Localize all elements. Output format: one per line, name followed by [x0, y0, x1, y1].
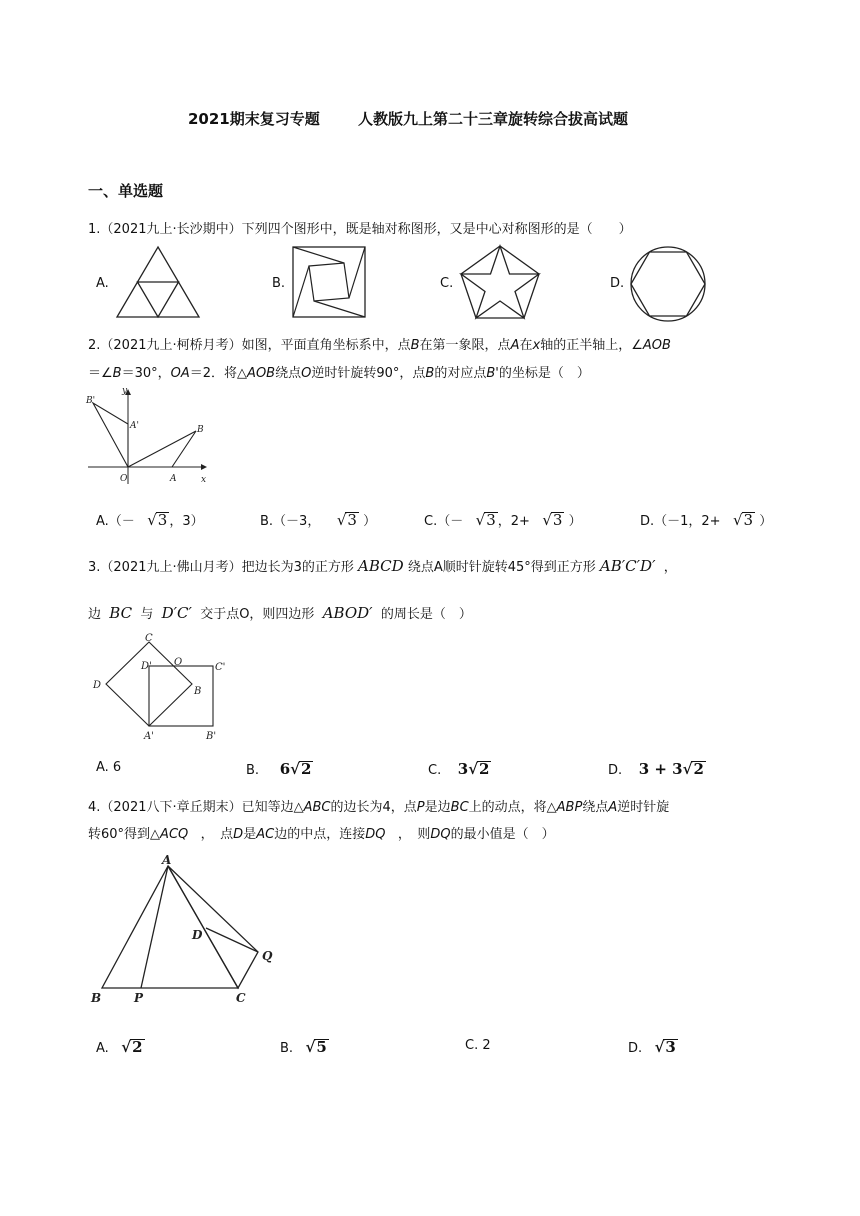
- q4-line1: 4.（2021八下·章丘期末）已知等边△ABC的边长为4，点P是边BC上的动点，将△ABP绕点A逆时针旋: [88, 800, 670, 815]
- q4-label-q: Q: [262, 949, 273, 963]
- q2-line2: ＝∠B＝30°，OA＝2．将△AOB绕点O逆时针旋转90°，点B的对应点B'的坐标是（ ）: [88, 366, 590, 381]
- q1-option-b[interactable]: B.: [272, 276, 286, 291]
- q2-label-x: x: [201, 475, 207, 485]
- q3-figure-rotated-squares: [86, 628, 236, 744]
- q2-line1: 2.（2021九上·柯桥月考）如图，平面直角坐标系中，点B在第一象限，点A在x轴的正半轴上，∠AOB: [88, 338, 671, 353]
- q2-label-a: A: [170, 474, 177, 484]
- q3-option-a[interactable]: A. 6: [96, 760, 122, 775]
- q2-label-o: O: [120, 474, 128, 484]
- q3-line2: 边 BC 与 D′C′ 交于点O，则四边形 ABOD′ 的周长是（ ）: [88, 604, 472, 622]
- q3-label-d-prime: D': [141, 661, 152, 672]
- q1-option-a[interactable]: A.: [96, 276, 109, 291]
- q3-label-b-prime: B': [206, 731, 217, 742]
- q3-label-d: D: [93, 680, 102, 691]
- q4-option-b[interactable]: B. √5: [280, 1038, 327, 1056]
- section-heading: 一、单选题: [88, 182, 164, 200]
- q2-label-a-prime: A': [130, 421, 139, 431]
- q3-option-d[interactable]: D. 3 + 3√2: [608, 760, 704, 778]
- q2-option-d[interactable]: D.（－1，2+ √3 ）: [640, 511, 773, 529]
- q1-figure-square-in-square: [290, 244, 368, 320]
- q1-figure-pentagram: [457, 242, 543, 322]
- q1-text: 1.（2021九上·长沙期中）下列四个图形中，既是轴对称图形，又是中心对称图形的是（ ）: [88, 222, 632, 237]
- q4-option-a[interactable]: A. √2: [96, 1038, 143, 1056]
- q1-figure-triangle: [113, 244, 203, 320]
- q4-line2: 转60°得到△ACQ ， 点D是AC边的中点，连接DQ ， 则DQ的最小值是（ ）: [88, 827, 555, 842]
- q2-label-b-prime: B': [86, 396, 96, 406]
- q2-label-y: y: [122, 386, 128, 396]
- q3-label-c-prime: C': [215, 662, 226, 673]
- q2-label-b: B: [197, 425, 204, 435]
- q4-label-c: C: [236, 991, 246, 1005]
- q1-option-d[interactable]: D.: [610, 276, 625, 291]
- q3-line1: 3.（2021九上·佛山月考）把边长为3的正方形 ABCD 绕点A顺时针旋转45°得到正方形 AB′C′D′ ，: [88, 557, 677, 575]
- doc-title-right: 人教版九上第二十三章旋转综合拔高试题: [358, 110, 629, 128]
- q2-figure-coordinate: [84, 384, 214, 490]
- q2-option-a[interactable]: A.（－ √3 ，3）: [96, 511, 204, 529]
- q4-option-c[interactable]: C. 2: [465, 1038, 491, 1053]
- doc-title-left: 2021期末复习专题: [188, 110, 320, 128]
- q4-label-d: D: [192, 928, 203, 942]
- q3-label-b: B: [194, 686, 202, 697]
- q1-option-c[interactable]: C.: [440, 276, 454, 291]
- q3-label-c: C: [145, 633, 153, 644]
- q3-option-b[interactable]: B. 6√2: [246, 760, 312, 778]
- q4-label-b: B: [91, 991, 102, 1005]
- q3-option-c[interactable]: C. 3√2: [428, 760, 490, 778]
- q2-option-b[interactable]: B.（－3， √3 ）: [260, 511, 377, 529]
- q4-label-a: A: [162, 853, 172, 867]
- q4-figure-equilateral: [86, 850, 286, 1010]
- q2-option-c[interactable]: C.（－ √3 ，2+ √3 ）: [424, 511, 582, 529]
- q4-label-p: P: [134, 991, 144, 1005]
- q1-figure-hexagon-in-circle: [627, 244, 709, 324]
- q3-label-o: O: [174, 657, 183, 668]
- q4-option-d[interactable]: D. √3: [628, 1038, 676, 1056]
- q3-label-a-prime: A': [144, 731, 154, 742]
